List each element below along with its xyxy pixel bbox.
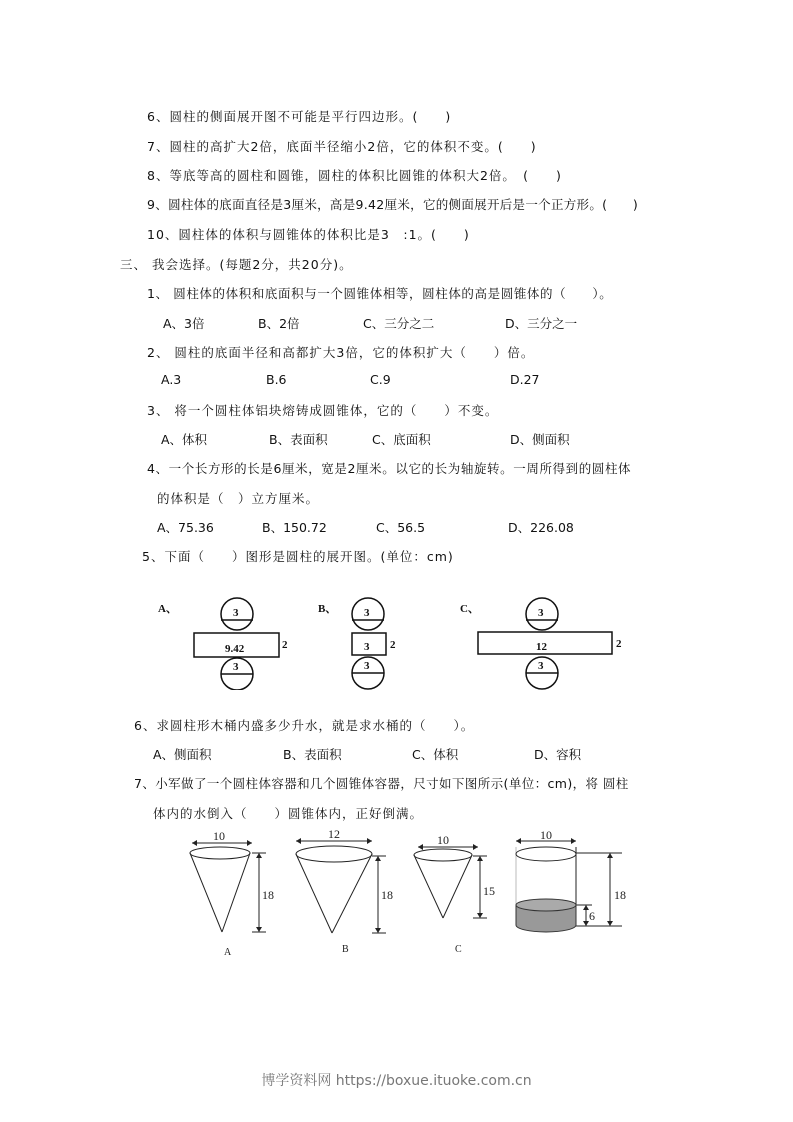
svg-text:18: 18 [381,888,393,902]
svg-text:3: 3 [538,607,544,619]
question-7-stem: 7、小军做了一个圆柱体容器和几个圆锥体容器，尺寸如下图所示(单位：cm)，将 圆柱 [134,776,629,791]
svg-text:12: 12 [328,827,340,841]
svg-text:9.42: 9.42 [225,643,245,655]
option-c: C、底面积 [372,432,431,447]
question-6-stem: 6、求圆柱形木桶内盛多少升水，就是求水桶的（ ）。 [134,718,475,733]
footer-watermark: 博学资料网 https://boxue.ituoke.com.cn [261,1073,532,1089]
svg-text:3: 3 [364,660,370,672]
svg-text:18: 18 [614,888,626,902]
question-3-stem: 3、 将一个圆柱体铝块熔铸成圆锥体，它的（ ）不变。 [147,403,499,418]
option-b: B、表面积 [269,432,328,447]
item-number: 7、 [147,139,170,154]
judge-item-10 [147,225,470,243]
cylinder-net-figures [150,590,630,690]
item-number: 8、 [147,168,170,183]
question-4-stem-cont: 的体积是（ ）立方厘米。 [157,491,320,506]
item-number: 6、 [147,109,170,124]
option-a: A.3 [161,372,182,387]
svg-text:3: 3 [364,641,370,653]
option-d: D、容积 [534,747,582,762]
item-text: 圆柱的高扩大2倍，底面半径缩小2倍，它的体积不变。( ) [169,139,537,154]
option-a: A、体积 [161,432,208,447]
option-c: C、56.5 [376,520,426,535]
option-b: B、2倍 [258,316,300,331]
question-1-stem: 1、 圆柱体的体积和底面积与一个圆锥体相等，圆柱体的高是圆锥体的（ ）。 [147,286,613,301]
svg-text:3: 3 [538,660,544,672]
option-c: C.9 [370,372,391,387]
svg-text:3: 3 [233,607,239,619]
svg-text:12: 12 [536,641,547,653]
option-c: C、三分之二 [363,316,435,331]
item-text: 圆柱体的底面直径是3厘米，高是9.42厘米，它的侧面展开后是一个正方形。( ) [168,197,639,212]
svg-text:6: 6 [589,909,595,923]
svg-text:2: 2 [616,638,622,650]
net-diagrams [150,590,630,690]
item-number: 10、 [147,227,179,242]
item-number: 9、 [147,197,169,212]
cone-cylinder-figures [180,825,640,960]
option-b: B、150.72 [262,520,327,535]
item-text: 等底等高的圆柱和圆锥，圆柱的体积比圆锥的体积大2倍。 ( ) [169,168,562,183]
question-4-stem: 4、一个长方形的长是6厘米，宽是2厘米。以它的长为轴旋转。一周所得到的圆柱体 [147,461,632,476]
item-text: 圆柱体的体积与圆锥体的体积比是3 :1。( ) [178,227,470,242]
option-a: A、3倍 [163,316,205,331]
figure-a-label: A、 [158,603,177,615]
cone-b-label: B [342,944,349,955]
svg-text:3: 3 [364,607,370,619]
option-d: D、侧面积 [510,432,570,447]
section-heading: 三、 我会选择。(每题2分，共20分)。 [120,257,353,272]
figure-c-label: C、 [460,603,479,615]
option-a: A、75.36 [157,520,214,535]
svg-text:10: 10 [437,833,449,847]
svg-text:2: 2 [390,639,396,651]
option-d: D.27 [510,372,540,387]
judge-item-8 [147,166,562,184]
svg-text:18: 18 [262,888,274,902]
option-d: D、226.08 [508,520,574,535]
container-diagrams [180,825,640,960]
option-b: B.6 [266,372,287,387]
judge-item-9 [147,195,638,213]
item-text: 圆柱的侧面展开图不可能是平行四边形。( ) [169,109,452,124]
svg-text:10: 10 [540,828,552,842]
judge-item-7 [147,137,537,155]
judge-item-6 [147,107,451,125]
svg-text:10: 10 [213,829,225,843]
svg-text:3: 3 [233,661,239,673]
option-c: C、体积 [412,747,459,762]
question-2-stem: 2、 圆柱的底面半径和高都扩大3倍，它的体积扩大（ ）倍。 [147,345,535,360]
svg-text:15: 15 [483,884,495,898]
option-d: D、三分之一 [505,316,578,331]
svg-text:2: 2 [282,639,288,651]
option-a: A、侧面积 [153,747,212,762]
question-7-stem-cont: 体内的水倒入（ ）圆锥体内，正好倒满。 [153,806,424,821]
option-b: B、表面积 [283,747,342,762]
question-5-stem: 5、下面（ ）图形是圆柱的展开图。(单位：cm) [142,549,454,564]
cone-c-label: C [455,944,462,955]
cone-a-label: A [224,947,232,958]
figure-b-label: B、 [318,603,337,615]
